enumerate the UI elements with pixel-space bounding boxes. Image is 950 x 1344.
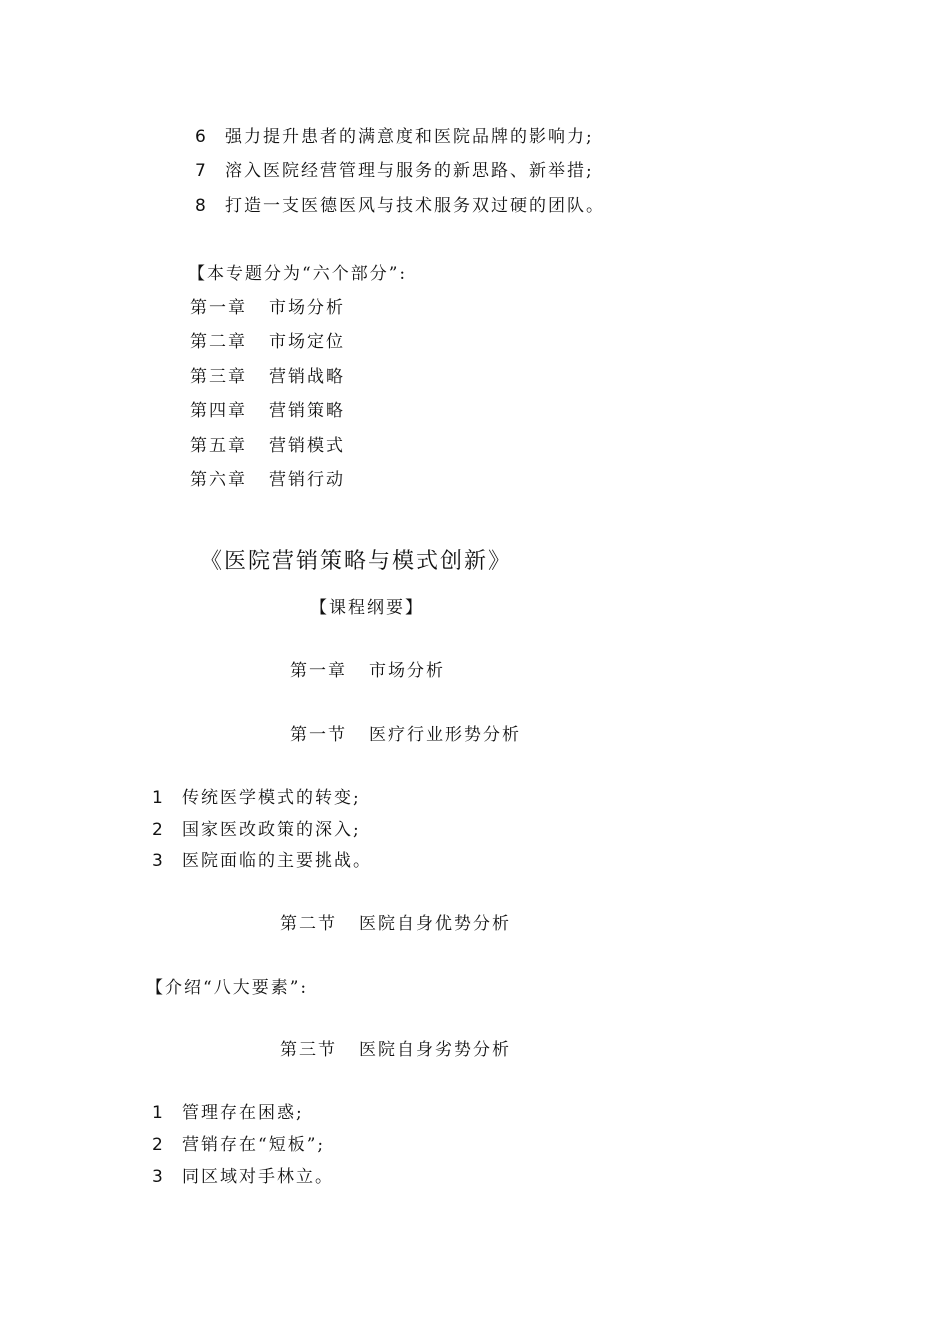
item-text: 国家医改政策的深入; xyxy=(182,820,361,840)
goal-text: 打造一支医德医风与技术服务双过硬的团队。 xyxy=(225,196,605,216)
list-item xyxy=(152,1134,325,1156)
goal-number: 8 xyxy=(195,196,206,216)
item-text: 营销存在“短板”; xyxy=(182,1135,326,1155)
item-number: 2 xyxy=(152,820,163,840)
goal-item-7 xyxy=(195,160,594,182)
goal-text: 强力提升患者的满意度和医院品牌的影响力; xyxy=(225,127,594,147)
chapter-name: 市场分析 xyxy=(369,661,445,681)
item-text: 同区域对手林立。 xyxy=(182,1167,334,1187)
part-name: 市场定位 xyxy=(269,332,345,352)
outline-label: 【课程纲要】 xyxy=(310,598,424,618)
part-chapter: 第二章 xyxy=(190,332,247,352)
part-chapter: 第三章 xyxy=(190,367,247,387)
part-chapter: 第一章 xyxy=(190,298,247,318)
section-name: 医疗行业形势分析 xyxy=(369,725,521,745)
item-number: 3 xyxy=(152,851,163,871)
part-name: 营销行动 xyxy=(269,470,345,490)
list-item xyxy=(152,819,361,841)
part-item xyxy=(190,469,345,491)
section-label: 第三节 xyxy=(280,1040,337,1060)
item-number: 3 xyxy=(152,1167,163,1187)
part-item xyxy=(190,331,345,353)
part-name: 营销策略 xyxy=(269,401,345,421)
goal-number: 7 xyxy=(195,161,206,181)
part-name: 市场分析 xyxy=(269,298,345,318)
item-number: 2 xyxy=(152,1135,163,1155)
list-item xyxy=(152,850,372,872)
part-chapter: 第六章 xyxy=(190,470,247,490)
section-name: 医院自身劣势分析 xyxy=(359,1040,511,1060)
course-title: 《医院营销策略与模式创新》 xyxy=(200,549,513,574)
goal-text: 溶入医院经营管理与服务的新思路、新举措; xyxy=(225,161,594,181)
item-text: 传统医学模式的转变; xyxy=(182,788,361,808)
part-name: 营销模式 xyxy=(269,436,345,456)
chapter-heading xyxy=(290,660,445,682)
item-number: 1 xyxy=(152,788,163,808)
section-heading xyxy=(280,913,511,935)
item-number: 1 xyxy=(152,1103,163,1123)
list-item xyxy=(152,787,361,809)
part-item xyxy=(190,366,345,388)
section-label: 第二节 xyxy=(280,914,337,934)
intro-text: 【介绍“八大要素”: xyxy=(146,978,309,998)
list-item xyxy=(152,1102,304,1124)
part-item xyxy=(190,400,345,422)
part-chapter: 第四章 xyxy=(190,401,247,421)
item-text: 医院面临的主要挑战。 xyxy=(182,851,372,871)
part-name: 营销战略 xyxy=(269,367,345,387)
item-text: 管理存在困惑; xyxy=(182,1103,304,1123)
list-item xyxy=(152,1166,334,1188)
section-name: 医院自身优势分析 xyxy=(359,914,511,934)
parts-heading: 【本专题分为“六个部分”: xyxy=(188,264,408,284)
part-item xyxy=(190,435,345,457)
section-heading xyxy=(280,1039,511,1061)
section-heading xyxy=(290,724,521,746)
part-item xyxy=(190,297,345,319)
goal-number: 6 xyxy=(195,127,206,147)
goal-item-6 xyxy=(195,126,594,148)
chapter-label: 第一章 xyxy=(290,661,347,681)
part-chapter: 第五章 xyxy=(190,436,247,456)
goal-item-8 xyxy=(195,195,605,217)
section-label: 第一节 xyxy=(290,725,347,745)
